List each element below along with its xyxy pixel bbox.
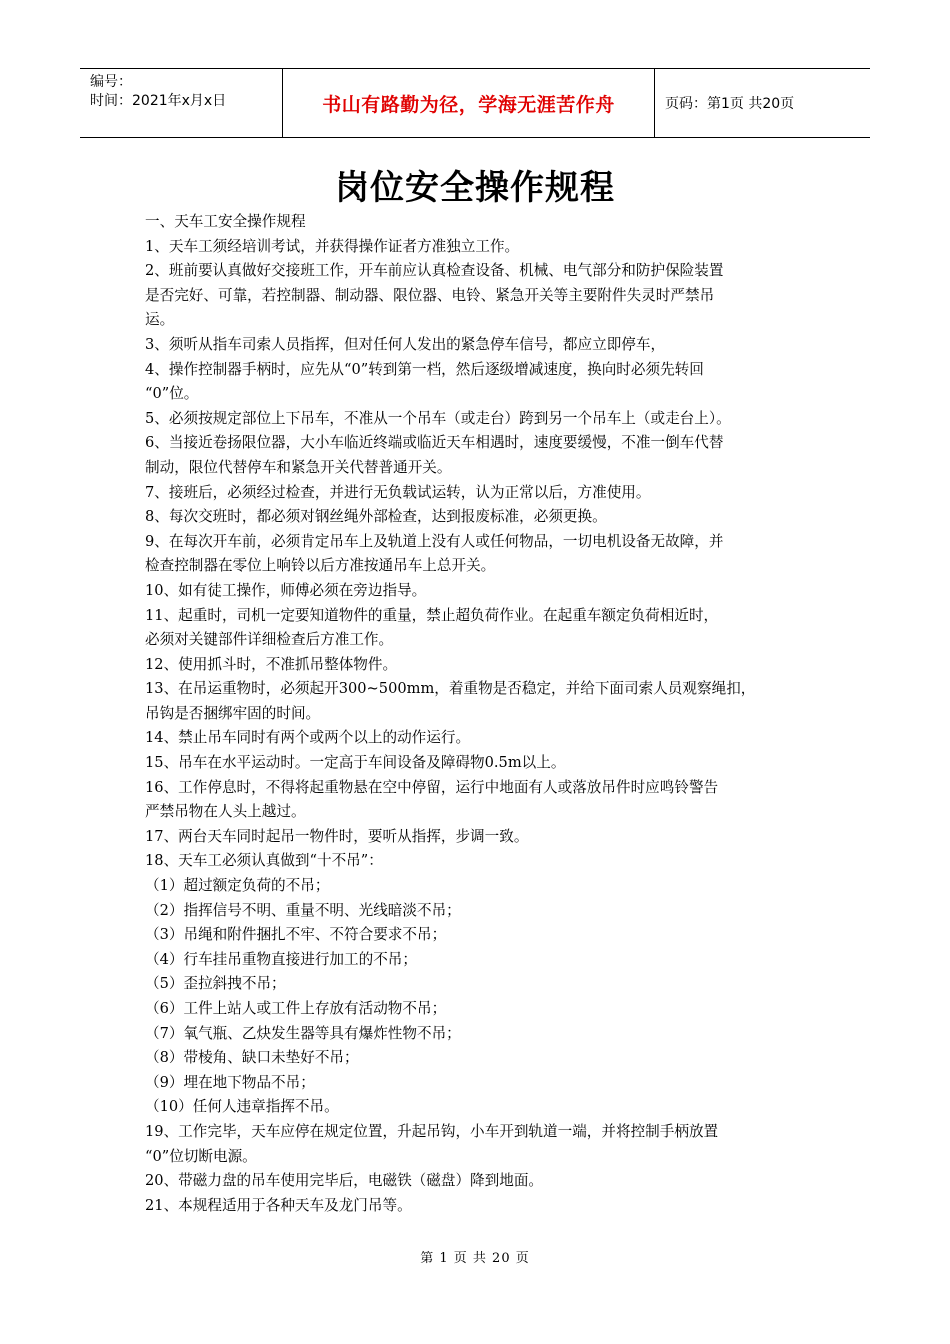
header-page-info: 页码：第1页 共20页 bbox=[665, 96, 795, 112]
body-line: 11、起重时，司机一定要知道物件的重量，禁止超负荷作业。在起重车额定负荷相近时， bbox=[145, 606, 719, 624]
body-line: 3、须听从指车司索人员指挥，但对任何人发出的紧急停车信号，都应立即停车， bbox=[145, 335, 666, 353]
document-number-label: 编号： bbox=[90, 74, 132, 90]
document-body bbox=[145, 210, 820, 1218]
header-meta bbox=[80, 69, 282, 137]
body-line: 必须对关键部件详细检查后方准工作。 bbox=[145, 631, 394, 649]
document-title: 岗位安全操作规程 bbox=[335, 168, 615, 208]
header-page-info-cell bbox=[655, 69, 870, 137]
body-line: （2）指挥信号不明、重量不明、光线暗淡不吊； bbox=[145, 901, 461, 919]
body-line: （5）歪拉斜拽不吊； bbox=[145, 975, 286, 993]
body-line: 18、天车工必须认真做到“十不吊”： bbox=[145, 852, 383, 870]
body-line: 运。 bbox=[145, 311, 175, 329]
body-line: 7、接班后，必须经过检查，并进行无负载试运转，认为正常以后，方准使用。 bbox=[145, 483, 651, 501]
body-line: （1）超过额定负荷的不吊； bbox=[145, 877, 330, 895]
body-line: 13、在吊运重物时，必须起开300~500mm，着重物是否稳定，并给下面司索人员观察绳扣， bbox=[145, 680, 756, 698]
document-header bbox=[80, 68, 870, 138]
body-line: （8）带棱角、缺口未垫好不吊； bbox=[145, 1049, 359, 1067]
body-line: 15、吊车在水平运动时。一定高于车间设备及障碍物0.5m以上。 bbox=[145, 754, 566, 772]
body-line: 4、操作控制器手柄时，应先从“0”转到第一档，然后逐级增减速度，换向时必须先转回 bbox=[145, 360, 704, 378]
body-line: 16、工作停息时，不得将起重物悬在空中停留，运行中地面有人或落放吊件时应鸣铃警告 bbox=[145, 778, 719, 796]
body-line: 12、使用抓斗时，不准抓吊整体物件。 bbox=[145, 655, 398, 673]
body-line: “0”位。 bbox=[145, 385, 199, 403]
body-line: 6、当接近卷扬限位器，大小车临近终端或临近天车相遇时，速度要缓慢，不准一倒车代替 bbox=[145, 434, 724, 452]
header-motto-cell bbox=[282, 69, 655, 137]
body-line: （3）吊绳和附件捆扎不牢、不符合要求不吊； bbox=[145, 926, 447, 944]
body-line: 9、在每次开车前，必须肯定吊车上及轨道上没有人或任何物品，一切电机设备无故障，并 bbox=[145, 532, 724, 550]
body-line: 吊钩是否捆绑牢固的时间。 bbox=[145, 704, 321, 722]
body-line: 14、禁止吊车同时有两个或两个以上的动作运行。 bbox=[145, 729, 471, 747]
body-line: 5、必须按规定部位上下吊车，不准从一个吊车（或走台）跨到另一个吊车上（或走台上）。 bbox=[145, 409, 731, 427]
page-footer: 第 1 页 共 20 页 bbox=[420, 1251, 530, 1266]
body-line: “0”位切断电源。 bbox=[145, 1147, 257, 1165]
header-motto: 书山有路勤为径，学海无涯苦作舟 bbox=[322, 93, 615, 116]
body-line: 严禁吊物在人头上越过。 bbox=[145, 803, 306, 821]
body-line: 检查控制器在零位上响铃以后方准按通吊车上总开关。 bbox=[145, 557, 496, 575]
body-line: 制动，限位代替停车和紧急开关代替普通开关。 bbox=[145, 458, 452, 476]
body-line: （6）工件上站人或工件上存放有活动物不吊； bbox=[145, 1000, 447, 1017]
body-line: （10）任何人违章指挥不吊。 bbox=[145, 1098, 339, 1116]
body-line: 是否完好、可靠，若控制器、制动器、限位器、电铃、紧急开关等主要附件失灵时严禁吊 bbox=[145, 286, 715, 304]
body-line: 19、工作完毕，天车应停在规定位置，升起吊钩，小车开到轨道一端，并将控制手柄放置 bbox=[145, 1122, 719, 1140]
body-line: 1、天车工须经培训考试，并获得操作证者方准独立工作。 bbox=[145, 237, 520, 255]
body-line: （7）氧气瓶、乙炔发生器等具有爆炸性物不吊； bbox=[145, 1024, 461, 1042]
body-line: 21、本规程适用于各种天车及龙门吊等。 bbox=[145, 1196, 412, 1214]
body-line: （4）行车挂吊重物直接进行加工的不吊； bbox=[145, 950, 417, 968]
body-line: （9）埋在地下物品不吊； bbox=[145, 1073, 315, 1091]
body-line: 20、带磁力盘的吊车使用完毕后，电磁铁（磁盘）降到地面。 bbox=[145, 1172, 544, 1190]
document-time: 时间：2021年x月x日 bbox=[90, 93, 227, 109]
body-line: 17、两台天车同时起吊一物件时，要听从指挥，步调一致。 bbox=[145, 827, 529, 845]
body-line: 一、天车工安全操作规程 bbox=[145, 213, 306, 230]
body-line: 8、每次交班时，都必须对钢丝绳外部检查，达到报废标准，必须更换。 bbox=[145, 508, 607, 526]
body-line: 10、如有徒工操作，师傅必须在旁边指导。 bbox=[145, 581, 427, 599]
body-line: 2、班前要认真做好交接班工作，开车前应认真检查设备、机械、电气部分和防护保险装置 bbox=[145, 262, 724, 280]
